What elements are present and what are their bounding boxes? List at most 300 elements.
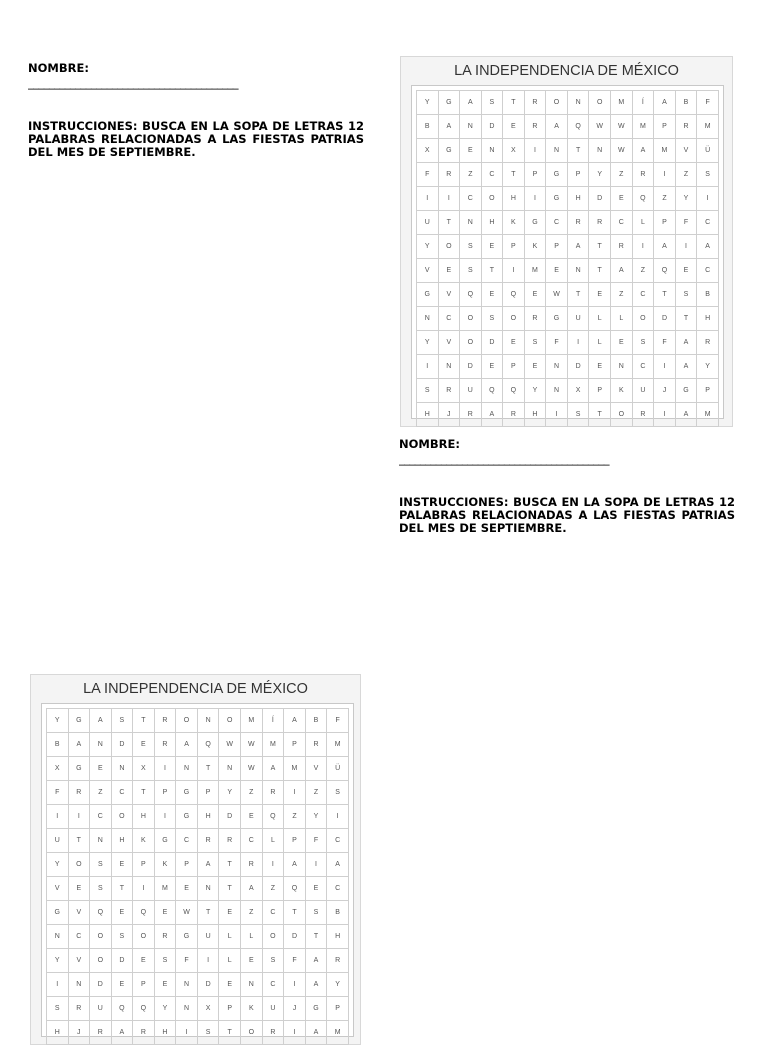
grid-cell: P bbox=[219, 997, 241, 1021]
grid-cell: L bbox=[589, 307, 611, 331]
grid-cell: I bbox=[524, 187, 546, 211]
grid-cell: G bbox=[438, 139, 460, 163]
grid-cell: D bbox=[654, 307, 676, 331]
grid-cell: H bbox=[481, 211, 503, 235]
grid-cell: C bbox=[632, 283, 654, 307]
grid-cell: Q bbox=[654, 259, 676, 283]
grid-cell: O bbox=[241, 1021, 263, 1045]
grid-cell: N bbox=[176, 997, 198, 1021]
grid-cell: C bbox=[697, 259, 719, 283]
grid-cell: T bbox=[589, 259, 611, 283]
grid-cell: Y bbox=[47, 949, 69, 973]
grid-cell: W bbox=[611, 115, 633, 139]
grid-cell: G bbox=[675, 379, 697, 403]
name-label: NOMBRE: bbox=[28, 61, 89, 75]
grid-cell: R bbox=[697, 331, 719, 355]
grid-cell: C bbox=[697, 211, 719, 235]
grid-cell: F bbox=[305, 829, 327, 853]
grid-cell: L bbox=[589, 331, 611, 355]
grid-cell: E bbox=[524, 283, 546, 307]
grid-cell: I bbox=[697, 187, 719, 211]
grid-cell: A bbox=[262, 757, 284, 781]
grid-cell: M bbox=[632, 115, 654, 139]
grid-cell: T bbox=[567, 139, 589, 163]
grid-cell: B bbox=[675, 91, 697, 115]
grid-cell: R bbox=[262, 1021, 284, 1045]
grid-cell: G bbox=[154, 829, 176, 853]
grid-cell: Z bbox=[654, 187, 676, 211]
instructions-text: INSTRUCCIONES: BUSCA EN LA SOPA DE LETRAS 12 PALABRAS RELACIONADAS A LAS FIESTAS PATRIAS DEL MES DE SEPTIEMBRE. bbox=[399, 495, 735, 535]
grid-cell: T bbox=[111, 877, 133, 901]
grid-cell: R bbox=[197, 829, 219, 853]
grid-cell: N bbox=[546, 139, 568, 163]
grid-cell: O bbox=[460, 307, 482, 331]
grid-cell: C bbox=[546, 211, 568, 235]
grid-cell: E bbox=[503, 331, 525, 355]
grid-cell: S bbox=[481, 307, 503, 331]
grid-cell: U bbox=[632, 379, 654, 403]
grid-cell: D bbox=[481, 331, 503, 355]
grid-cell: H bbox=[567, 187, 589, 211]
grid-cell: H bbox=[417, 403, 439, 427]
grid-cell: A bbox=[305, 949, 327, 973]
grid-cell: Q bbox=[632, 187, 654, 211]
grid-cell: W bbox=[611, 139, 633, 163]
grid-cell: M bbox=[654, 139, 676, 163]
grid-cell: G bbox=[176, 925, 198, 949]
grid-cell: Y bbox=[675, 187, 697, 211]
grid-cell: B bbox=[305, 709, 327, 733]
grid-cell: T bbox=[438, 211, 460, 235]
grid-cell: R bbox=[154, 925, 176, 949]
grid-cell: T bbox=[197, 757, 219, 781]
grid-cell: B bbox=[417, 115, 439, 139]
grid-cell: O bbox=[133, 925, 155, 949]
grid-cell: X bbox=[133, 757, 155, 781]
grid-cell: S bbox=[111, 709, 133, 733]
grid-cell: E bbox=[133, 949, 155, 973]
grid-cell: G bbox=[176, 805, 198, 829]
grid-cell: T bbox=[589, 235, 611, 259]
grid-cell: K bbox=[611, 379, 633, 403]
grid-cell: S bbox=[632, 331, 654, 355]
grid-cell: O bbox=[503, 307, 525, 331]
grid-cell: U bbox=[262, 997, 284, 1021]
grid-cell: Y bbox=[154, 997, 176, 1021]
grid-cell: V bbox=[47, 877, 69, 901]
grid-cell: W bbox=[589, 115, 611, 139]
grid-row bbox=[47, 1021, 349, 1045]
grid-cell: S bbox=[675, 283, 697, 307]
grid-cell: S bbox=[197, 1021, 219, 1045]
grid-cell: I bbox=[262, 853, 284, 877]
grid-cell: I bbox=[654, 355, 676, 379]
grid-cell: C bbox=[90, 805, 112, 829]
grid-cell: I bbox=[197, 949, 219, 973]
grid-cell: Z bbox=[241, 901, 263, 925]
grid-cell: T bbox=[219, 877, 241, 901]
grid-cell: I bbox=[438, 187, 460, 211]
grid-cell: Y bbox=[417, 91, 439, 115]
grid-cell: D bbox=[567, 355, 589, 379]
grid-cell: Q bbox=[111, 997, 133, 1021]
word-search-puzzle-bottom bbox=[30, 674, 361, 1045]
grid-cell: N bbox=[219, 757, 241, 781]
grid-cell: A bbox=[654, 235, 676, 259]
grid-cell: T bbox=[654, 283, 676, 307]
grid-row bbox=[417, 379, 719, 403]
grid-cell: P bbox=[133, 853, 155, 877]
grid-cell: I bbox=[654, 163, 676, 187]
grid-cell: F bbox=[327, 709, 349, 733]
grid-cell: Í bbox=[262, 709, 284, 733]
grid-cell: M bbox=[697, 403, 719, 427]
grid-cell: R bbox=[327, 949, 349, 973]
grid-row bbox=[47, 877, 349, 901]
grid-cell: F bbox=[697, 91, 719, 115]
grid-cell: E bbox=[481, 283, 503, 307]
grid-cell: Q bbox=[197, 733, 219, 757]
grid-cell: Q bbox=[133, 997, 155, 1021]
grid-cell: E bbox=[589, 283, 611, 307]
grid-cell: U bbox=[47, 829, 69, 853]
grid-cell: N bbox=[176, 757, 198, 781]
grid-cell: G bbox=[546, 307, 568, 331]
grid-cell: I bbox=[47, 805, 69, 829]
grid-cell: E bbox=[176, 877, 198, 901]
grid-cell: G bbox=[438, 91, 460, 115]
grid-row bbox=[47, 781, 349, 805]
grid-cell: R bbox=[154, 709, 176, 733]
grid-row bbox=[47, 853, 349, 877]
grid-cell: N bbox=[460, 115, 482, 139]
grid-cell: P bbox=[197, 781, 219, 805]
grid-cell: N bbox=[90, 733, 112, 757]
grid-cell: N bbox=[176, 973, 198, 997]
grid-cell: O bbox=[460, 331, 482, 355]
grid-cell: N bbox=[567, 91, 589, 115]
grid-cell: H bbox=[111, 829, 133, 853]
grid-cell: X bbox=[197, 997, 219, 1021]
grid-cell: G bbox=[68, 757, 90, 781]
grid-cell: S bbox=[47, 997, 69, 1021]
grid-cell: A bbox=[697, 235, 719, 259]
grid-cell: O bbox=[219, 709, 241, 733]
grid-cell: Y bbox=[305, 805, 327, 829]
grid-cell: Q bbox=[284, 877, 306, 901]
grid-cell: Y bbox=[417, 235, 439, 259]
grid-cell: V bbox=[305, 757, 327, 781]
grid-cell: T bbox=[675, 307, 697, 331]
grid-cell: Q bbox=[90, 901, 112, 925]
grid-cell: Z bbox=[675, 163, 697, 187]
grid-cell: T bbox=[284, 901, 306, 925]
grid-cell: B bbox=[47, 733, 69, 757]
grid-cell: P bbox=[327, 997, 349, 1021]
grid-cell: D bbox=[284, 925, 306, 949]
grid-cell: E bbox=[241, 805, 263, 829]
grid-cell: A bbox=[176, 733, 198, 757]
grid-cell: E bbox=[154, 973, 176, 997]
grid-row bbox=[417, 403, 719, 427]
grid-cell: I bbox=[567, 331, 589, 355]
grid-cell: P bbox=[284, 829, 306, 853]
grid-cell: G bbox=[524, 211, 546, 235]
grid-cell: A bbox=[197, 853, 219, 877]
grid-cell: O bbox=[632, 307, 654, 331]
grid-cell: A bbox=[284, 853, 306, 877]
grid-cell: S bbox=[697, 163, 719, 187]
grid-cell: C bbox=[438, 307, 460, 331]
grid-cell: R bbox=[305, 733, 327, 757]
grid-cell: T bbox=[305, 925, 327, 949]
grid-cell: I bbox=[305, 853, 327, 877]
grid-cell: R bbox=[154, 733, 176, 757]
grid-cell: O bbox=[438, 235, 460, 259]
grid-cell: Q bbox=[460, 283, 482, 307]
grid-cell: H bbox=[697, 307, 719, 331]
grid-cell: T bbox=[133, 781, 155, 805]
word-search-puzzle-top bbox=[400, 56, 733, 427]
grid-cell: C bbox=[262, 973, 284, 997]
grid-cell: R bbox=[241, 853, 263, 877]
grid-cell: M bbox=[524, 259, 546, 283]
grid-cell: K bbox=[503, 211, 525, 235]
grid-row bbox=[47, 805, 349, 829]
grid-cell: S bbox=[567, 403, 589, 427]
grid-cell: E bbox=[589, 355, 611, 379]
grid-cell: K bbox=[133, 829, 155, 853]
grid-cell: C bbox=[241, 829, 263, 853]
grid-cell: Z bbox=[611, 283, 633, 307]
grid-cell: V bbox=[417, 259, 439, 283]
grid-cell: R bbox=[262, 781, 284, 805]
grid-cell: F bbox=[654, 331, 676, 355]
grid-row bbox=[417, 355, 719, 379]
grid-cell: R bbox=[460, 403, 482, 427]
grid-cell: S bbox=[90, 853, 112, 877]
grid-row bbox=[47, 829, 349, 853]
grid-cell: D bbox=[111, 949, 133, 973]
grid-cell: C bbox=[481, 163, 503, 187]
grid-cell: R bbox=[567, 211, 589, 235]
grid-cell: P bbox=[589, 379, 611, 403]
grid-cell: A bbox=[305, 1021, 327, 1045]
grid-cell: S bbox=[481, 91, 503, 115]
grid-cell: E bbox=[305, 877, 327, 901]
grid-cell: E bbox=[111, 973, 133, 997]
grid-cell: V bbox=[68, 901, 90, 925]
grid-cell: Q bbox=[503, 283, 525, 307]
grid-row bbox=[417, 187, 719, 211]
grid-cell: I bbox=[675, 235, 697, 259]
grid-cell: Y bbox=[589, 163, 611, 187]
grid-cell: U bbox=[417, 211, 439, 235]
grid-cell: Z bbox=[305, 781, 327, 805]
grid-cell: I bbox=[546, 403, 568, 427]
grid-cell: E bbox=[524, 355, 546, 379]
grid-row bbox=[417, 307, 719, 331]
grid-cell: I bbox=[284, 973, 306, 997]
grid-cell: H bbox=[154, 1021, 176, 1045]
grid-cell: P bbox=[567, 163, 589, 187]
grid-cell: O bbox=[90, 949, 112, 973]
grid-cell: I bbox=[327, 805, 349, 829]
grid-cell: P bbox=[284, 733, 306, 757]
grid-cell: A bbox=[481, 403, 503, 427]
grid-cell: R bbox=[219, 829, 241, 853]
grid-cell: S bbox=[154, 949, 176, 973]
grid-cell: C bbox=[111, 781, 133, 805]
grid-cell: F bbox=[675, 211, 697, 235]
grid-cell: Ü bbox=[327, 757, 349, 781]
grid-cell: L bbox=[219, 949, 241, 973]
grid-row bbox=[417, 115, 719, 139]
grid-cell: A bbox=[111, 1021, 133, 1045]
grid-cell: M bbox=[611, 91, 633, 115]
grid-cell: T bbox=[133, 709, 155, 733]
grid-cell: U bbox=[90, 997, 112, 1021]
grid-cell: C bbox=[262, 901, 284, 925]
grid-cell: E bbox=[503, 115, 525, 139]
grid-row bbox=[47, 901, 349, 925]
grid-cell: R bbox=[438, 379, 460, 403]
grid-cell: L bbox=[632, 211, 654, 235]
grid-row bbox=[417, 91, 719, 115]
grid-cell: R bbox=[438, 163, 460, 187]
grid-cell: A bbox=[68, 733, 90, 757]
grid-cell: R bbox=[524, 307, 546, 331]
grid-cell: G bbox=[305, 997, 327, 1021]
grid-cell: M bbox=[327, 733, 349, 757]
grid-cell: N bbox=[611, 355, 633, 379]
grid-cell: S bbox=[327, 781, 349, 805]
grid-cell: P bbox=[176, 853, 198, 877]
puzzle-title: LA INDEPENDENCIA DE MÉXICO bbox=[83, 681, 308, 697]
grid-cell: H bbox=[524, 403, 546, 427]
grid-cell: H bbox=[133, 805, 155, 829]
grid-cell: O bbox=[546, 91, 568, 115]
grid-cell: V bbox=[68, 949, 90, 973]
grid-cell: N bbox=[68, 973, 90, 997]
grid-cell: N bbox=[111, 757, 133, 781]
name-line: ________________________________________ bbox=[399, 453, 609, 466]
grid-cell: D bbox=[111, 733, 133, 757]
letter-grid bbox=[46, 708, 349, 1045]
grid-cell: Q bbox=[503, 379, 525, 403]
grid-row bbox=[47, 925, 349, 949]
grid-row bbox=[417, 211, 719, 235]
grid-frame bbox=[41, 703, 354, 1037]
grid-cell: M bbox=[241, 709, 263, 733]
grid-cell: I bbox=[417, 355, 439, 379]
worksheet-header-top bbox=[28, 62, 364, 159]
grid-cell: H bbox=[503, 187, 525, 211]
grid-cell: P bbox=[654, 211, 676, 235]
grid-cell: X bbox=[567, 379, 589, 403]
grid-cell: A bbox=[90, 709, 112, 733]
grid-cell: E bbox=[546, 259, 568, 283]
grid-cell: B bbox=[697, 283, 719, 307]
grid-cell: Y bbox=[524, 379, 546, 403]
grid-cell: T bbox=[503, 91, 525, 115]
grid-cell: A bbox=[284, 709, 306, 733]
grid-row bbox=[417, 139, 719, 163]
grid-cell: H bbox=[327, 925, 349, 949]
grid-cell: D bbox=[460, 355, 482, 379]
grid-cell: Y bbox=[697, 355, 719, 379]
grid-cell: W bbox=[176, 901, 198, 925]
grid-cell: A bbox=[438, 115, 460, 139]
grid-frame bbox=[411, 85, 724, 419]
grid-cell: I bbox=[503, 259, 525, 283]
grid-cell: E bbox=[481, 355, 503, 379]
grid-cell: T bbox=[68, 829, 90, 853]
grid-cell: A bbox=[675, 403, 697, 427]
grid-cell: X bbox=[503, 139, 525, 163]
grid-cell: D bbox=[481, 115, 503, 139]
grid-cell: E bbox=[219, 973, 241, 997]
grid-cell: O bbox=[90, 925, 112, 949]
grid-cell: C bbox=[327, 829, 349, 853]
grid-cell: Y bbox=[417, 331, 439, 355]
grid-cell: I bbox=[68, 805, 90, 829]
grid-cell: Z bbox=[90, 781, 112, 805]
grid-cell: V bbox=[438, 283, 460, 307]
grid-cell: A bbox=[305, 973, 327, 997]
name-line: ________________________________________ bbox=[28, 77, 238, 90]
grid-row bbox=[417, 283, 719, 307]
puzzle-title: LA INDEPENDENCIA DE MÉXICO bbox=[454, 63, 679, 79]
grid-cell: L bbox=[219, 925, 241, 949]
grid-cell: N bbox=[460, 211, 482, 235]
grid-cell: X bbox=[417, 139, 439, 163]
grid-cell: N bbox=[481, 139, 503, 163]
grid-cell: N bbox=[241, 973, 263, 997]
grid-cell: N bbox=[589, 139, 611, 163]
grid-row bbox=[47, 733, 349, 757]
grid-cell: L bbox=[611, 307, 633, 331]
grid-cell: F bbox=[546, 331, 568, 355]
grid-cell: T bbox=[219, 1021, 241, 1045]
grid-cell: E bbox=[438, 259, 460, 283]
grid-cell: M bbox=[697, 115, 719, 139]
grid-cell: Q bbox=[262, 805, 284, 829]
grid-cell: R bbox=[589, 211, 611, 235]
grid-cell: M bbox=[154, 877, 176, 901]
grid-cell: R bbox=[133, 1021, 155, 1045]
grid-cell: R bbox=[524, 115, 546, 139]
grid-cell: E bbox=[460, 139, 482, 163]
grid-cell: Y bbox=[47, 709, 69, 733]
grid-cell: T bbox=[481, 259, 503, 283]
grid-cell: R bbox=[68, 781, 90, 805]
grid-cell: U bbox=[567, 307, 589, 331]
grid-cell: N bbox=[546, 355, 568, 379]
grid-cell: O bbox=[589, 91, 611, 115]
instructions-text: INSTRUCCIONES: BUSCA EN LA SOPA DE LETRAS 12 PALABRAS RELACIONADAS A LAS FIESTAS PATRIAS DEL MES DE SEPTIEMBRE. bbox=[28, 119, 364, 159]
grid-cell: T bbox=[503, 163, 525, 187]
grid-cell: T bbox=[197, 901, 219, 925]
grid-cell: P bbox=[133, 973, 155, 997]
grid-cell: I bbox=[154, 757, 176, 781]
grid-cell: U bbox=[197, 925, 219, 949]
grid-cell: G bbox=[47, 901, 69, 925]
grid-cell: X bbox=[47, 757, 69, 781]
grid-cell: D bbox=[219, 805, 241, 829]
grid-cell: I bbox=[47, 973, 69, 997]
grid-cell: Y bbox=[47, 853, 69, 877]
